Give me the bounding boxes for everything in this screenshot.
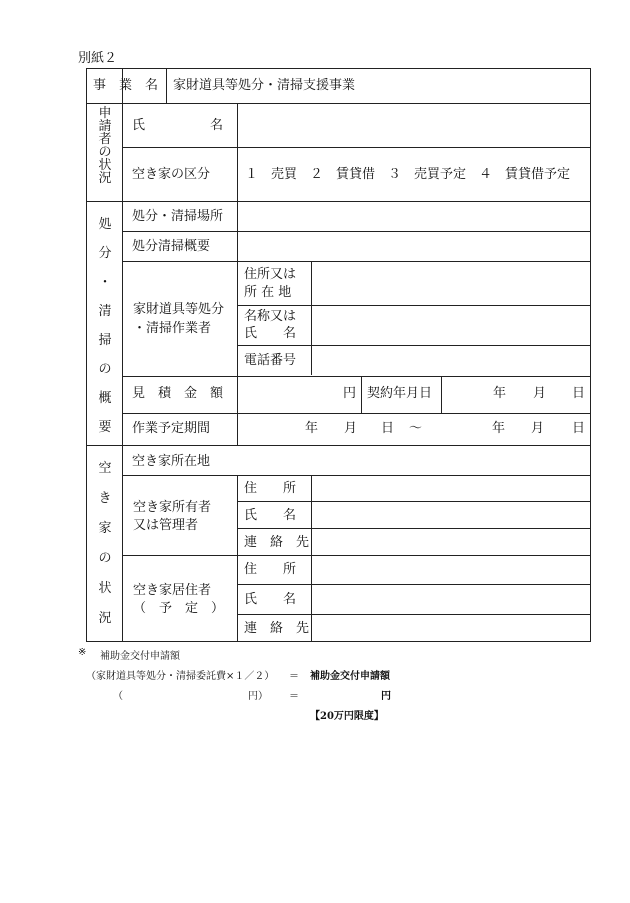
disposal-place-label: 処分・清掃場所 (132, 209, 224, 224)
resident-name-label: 氏 名 (244, 592, 297, 607)
contractor-phone-field[interactable] (312, 346, 591, 376)
contractor-address-label-line2: 所 在 地 (244, 285, 292, 300)
business-name-label: 事 業 名 (93, 78, 159, 93)
resident-address-label: 住 所 (244, 562, 297, 577)
business-name-value: 家財道具等処分・清掃支援事業 (173, 78, 356, 93)
contractor-name-field[interactable] (312, 306, 591, 345)
schedule-start-month: 月 (344, 421, 358, 436)
attachment-label: 別紙２ (78, 51, 118, 66)
schedule-end-day: 日 (572, 421, 586, 436)
owner-name-label: 氏 名 (244, 508, 297, 523)
formula-right: 補助金交付申請額 (310, 671, 390, 682)
resident-address-field[interactable] (312, 556, 591, 584)
resident-label-line1: 空き家居住者 (133, 583, 212, 598)
estimate-yen: 円 (343, 386, 357, 401)
schedule-end-month: 月 (531, 421, 545, 436)
disposal-section-label: 処 分 ・ 清 掃 の 概 要 (98, 217, 112, 435)
owner-address-field[interactable] (312, 476, 591, 501)
note-mark: ※ (78, 647, 87, 658)
contractor-phone-label: 電話番号 (244, 353, 297, 368)
schedule-end-year: 年 (492, 421, 506, 436)
resident-label-line2: （ 予 定 ） (133, 601, 225, 616)
disposal-overview-label: 処分清掃概要 (132, 239, 211, 254)
owner-contact-field[interactable] (312, 529, 591, 555)
contract-date-day: 日 (572, 386, 586, 401)
contractor-name-label-line1: 名称又は (244, 309, 297, 324)
applicant-name-field[interactable] (238, 104, 591, 147)
resident-contact-field[interactable] (312, 615, 591, 642)
disposal-place-field[interactable] (238, 202, 591, 231)
applicant-section-label: 申 請 者 の 状 況 (98, 106, 112, 186)
contractor-label-line1: 家財道具等処分 (133, 302, 225, 317)
resident-contact-label: 連 絡 先 (244, 621, 310, 636)
amount-paren-close: 円） (248, 691, 268, 702)
contractor-label-line2: ・清掃作業者 (133, 321, 212, 336)
house-location-label: 空き家所在地 (132, 454, 211, 469)
owner-name-field[interactable] (312, 502, 591, 528)
amount-paren-open: （ (113, 691, 123, 702)
owner-address-label: 住 所 (244, 481, 297, 496)
vacant-house-section-label: 空 き 家 の 状 況 (98, 461, 112, 626)
note-title: 補助金交付申請額 (100, 651, 180, 662)
contractor-name-label-line2: 氏 名 (244, 326, 297, 341)
contract-date-month: 月 (533, 386, 547, 401)
contractor-address-label-line1: 住所又は (244, 267, 297, 282)
limit-note: 【20万円限度】 (310, 711, 384, 722)
contract-date-label: 契約年月日 (367, 386, 433, 401)
amount-yen: 円 (381, 691, 391, 702)
vacant-house-type-options[interactable]: １ 売買 ２ 賃貸借 ３ 売買予定 ４ 賃貸借予定 (245, 167, 571, 182)
schedule-start-year: 年 (305, 421, 319, 436)
vacant-house-type-label: 空き家の区分 (132, 167, 211, 182)
contract-date-year: 年 (493, 386, 507, 401)
work-schedule-label: 作業予定期間 (132, 421, 211, 436)
contractor-address-field[interactable] (312, 262, 591, 305)
estimate-label: 見 積 金 額 (132, 386, 224, 401)
formula-equals: ＝ (289, 671, 299, 682)
owner-contact-label: 連 絡 先 (244, 535, 310, 550)
formula-left: （家財道具等処分・清掃委託費×１／２） (86, 671, 275, 682)
resident-name-field[interactable] (312, 585, 591, 614)
owner-label-line1: 空き家所有者 (133, 500, 212, 515)
application-form-table (86, 68, 591, 642)
owner-label-line2: 又は管理者 (133, 518, 199, 533)
house-location-field[interactable] (238, 446, 591, 475)
disposal-overview-field[interactable] (238, 232, 591, 261)
schedule-start-day: 日 (381, 421, 395, 436)
schedule-range-separator: ～ (409, 421, 423, 436)
applicant-name-label: 氏 名 (132, 118, 224, 133)
amount-equals: ＝ (289, 691, 299, 702)
